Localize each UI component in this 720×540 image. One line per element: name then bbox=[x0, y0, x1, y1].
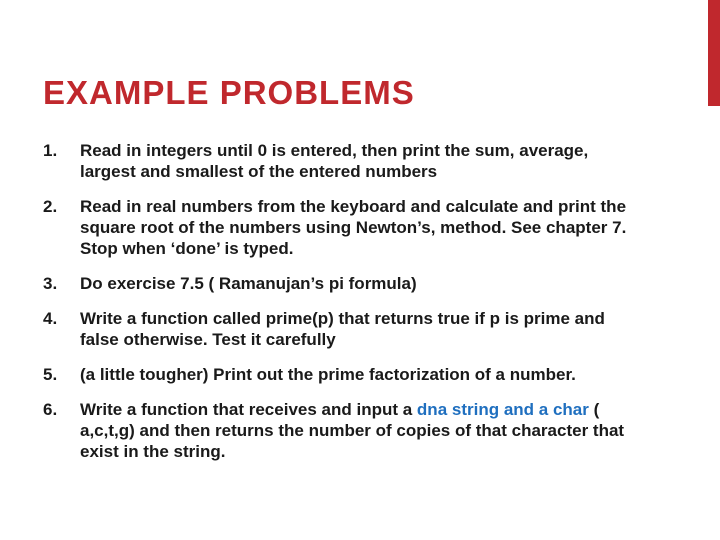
problem-text-highlight: dna string and a char bbox=[416, 400, 589, 419]
problem-text bbox=[80, 399, 643, 462]
problem-text-after: ( a,c,t,g) and then returns the number of copies of that character that exist in the string. bbox=[80, 400, 625, 461]
problem-item-2 bbox=[43, 196, 643, 259]
problem-number: 3. bbox=[43, 274, 58, 293]
problem-text: (a little tougher) Print out the prime factorization of a number. bbox=[80, 365, 576, 384]
problem-text: Write a function called prime(p) that returns true if p is prime and false otherwise. Test it carefully bbox=[80, 309, 605, 349]
problem-item-4 bbox=[43, 308, 643, 350]
problem-text: Read in real numbers from the keyboard and calculate and print the square root of the numbers using Newton’s, method. See chapter 7. Stop when ‘done’ is typed. bbox=[80, 197, 627, 258]
problem-number: 2. bbox=[43, 197, 58, 216]
problem-number: 4. bbox=[43, 309, 58, 328]
problem-list bbox=[43, 140, 643, 476]
problem-text: Do exercise 7.5 ( Ramanujan’s pi formula) bbox=[80, 274, 417, 293]
problem-number: 6. bbox=[43, 400, 58, 419]
problem-text: Read in integers until 0 is entered, then print the sum, average, largest and smallest of the entered numbers bbox=[80, 141, 589, 181]
problem-item-5 bbox=[43, 364, 643, 385]
problem-item-3 bbox=[43, 273, 643, 294]
problem-text-before: Write a function that receives and input a bbox=[80, 400, 417, 419]
problem-item-6 bbox=[43, 399, 643, 462]
problem-item-1 bbox=[43, 140, 643, 182]
accent-bar bbox=[708, 0, 720, 106]
problem-number: 1. bbox=[43, 141, 58, 160]
problem-number: 5. bbox=[43, 365, 58, 384]
slide-title: EXAMPLE PROBLEMS bbox=[43, 74, 415, 111]
